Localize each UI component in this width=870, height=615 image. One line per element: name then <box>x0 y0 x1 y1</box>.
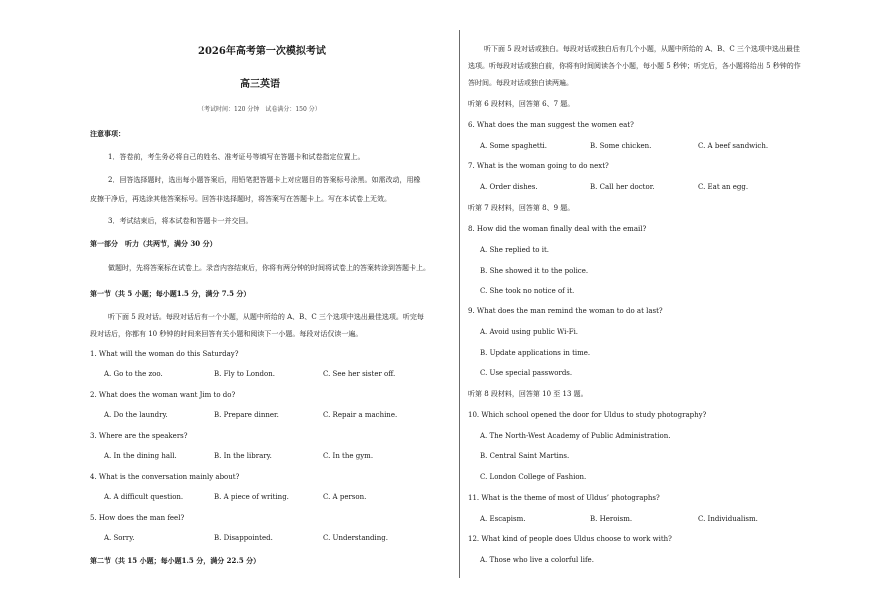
question-6: 6. What does the man suggest the women eat? <box>468 121 634 129</box>
note-2a: 2．回答选择题时，选出每小题答案后，用铅笔把答题卡上对应题目的答案标号涂黑。如需改动，用橡 <box>108 176 421 184</box>
option-4b: B. A piece of writing. <box>214 493 289 501</box>
option-7c: C. Eat an egg. <box>698 183 749 191</box>
section2-heading: 第二节（共 15 小题；每小题1.5 分，满分 22.5 分） <box>90 556 261 565</box>
option-12a: A. Those who live a colorful life. <box>480 556 594 564</box>
part1-intro: 做题时，先将答案标在试卷上。录音内容结束后，你将有两分钟的时间将试卷上的答案转涂到答题卡上。 <box>108 264 430 272</box>
option-10b: B. Central Saint Martins. <box>480 452 570 460</box>
option-6a: A. Some spaghetti. <box>480 142 547 150</box>
option-8c: C. She took no notice of it. <box>480 287 575 295</box>
question-3: 3. Where are the speakers? <box>90 432 188 440</box>
option-8b: B. She showed it to the police. <box>480 267 589 275</box>
option-4c: C. A person. <box>323 493 367 501</box>
section2-intro-a: 听下面 5 段对话或独白。每段对话或独白后有几个小题，从题中所给的 A、B、C 三个选项中选出最佳 <box>484 45 800 53</box>
option-8a: A. She replied to it. <box>480 246 550 254</box>
option-5b: B. Disappointed. <box>214 534 273 542</box>
column-divider <box>459 30 460 578</box>
option-5c: C. Understanding. <box>323 534 388 542</box>
exam-subtitle: 高三英语 <box>240 79 280 90</box>
option-9c: C. Use special passwords. <box>480 369 573 377</box>
material-6: 听第 6 段材料，回答第 6、7 题。 <box>468 100 575 108</box>
option-9a: A. Avoid using public Wi-Fi. <box>480 328 579 336</box>
option-4a: A. A difficult question. <box>104 493 184 501</box>
option-11a: A. Escapism. <box>480 515 526 523</box>
note-2b: 皮擦干净后，再选涂其他答案标号。回答非选择题时，将答案写在答题卡上。写在本试卷上无效。 <box>90 195 391 203</box>
option-2a: A. Do the laundry. <box>104 411 168 419</box>
material-8: 听第 8 段材料，回答第 10 至 13 题。 <box>468 390 588 398</box>
option-6b: B. Some chicken. <box>590 142 652 150</box>
question-7: 7. What is the woman going to do next? <box>468 162 609 170</box>
note-3: 3．考试结束后，将本试卷和答题卡一并交回。 <box>108 217 253 225</box>
question-2: 2. What does the woman want Jim to do? <box>90 391 236 399</box>
section2-intro-c: 答时间。每段对话或独白读两遍。 <box>468 79 573 87</box>
option-5a: A. Sorry. <box>104 534 135 542</box>
option-2c: C. Repair a machine. <box>323 411 398 419</box>
section1-heading: 第一节（共 5 小题；每小题1.5 分，满分 7.5 分） <box>90 289 251 298</box>
note-1: 1．答卷前，考生务必将自己的姓名、准考证号等填写在答题卡和试卷指定位置上。 <box>108 153 365 161</box>
option-1c: C. See her sister off. <box>323 370 396 378</box>
section2-intro-b: 选项。听每段对话或独白前，你将有时间阅读各个小题，每小题 5 秒钟；听完后，各小题将给出 5 秒钟的作 <box>468 62 801 70</box>
option-1a: A. Go to the zoo. <box>104 370 163 378</box>
option-3b: B. In the library. <box>214 452 272 460</box>
question-10: 10. Which school opened the door for Uldus to study photography? <box>468 411 707 419</box>
question-9: 9. What does the man remind the woman to do at last? <box>468 307 663 315</box>
exam-meta: （考试时间：120 分钟 试卷满分：150 分） <box>198 106 321 113</box>
option-7a: A. Order dishes. <box>480 183 538 191</box>
option-11b: B. Heroism. <box>590 515 633 523</box>
option-10c: C. London College of Fashion. <box>480 473 587 481</box>
option-11c: C. Individualism. <box>698 515 758 523</box>
part1-heading: 第一部分 听力（共两节，满分 30 分） <box>90 239 217 248</box>
option-3c: C. In the gym. <box>323 452 374 460</box>
question-12: 12. What kind of people does Uldus choose to work with? <box>468 535 672 543</box>
question-4: 4. What is the conversation mainly about? <box>90 473 240 481</box>
option-7b: B. Call her doctor. <box>590 183 655 191</box>
option-6c: C. A beef sandwich. <box>698 142 769 150</box>
question-8: 8. How did the woman finally deal with the email? <box>468 225 647 233</box>
material-7: 听第 7 段材料，回答第 8、9 题。 <box>468 204 575 212</box>
option-2b: B. Prepare dinner. <box>214 411 279 419</box>
option-1b: B. Fly to London. <box>214 370 275 378</box>
notes-heading: 注意事项： <box>90 129 125 138</box>
option-9b: B. Update applications in time. <box>480 349 591 357</box>
question-11: 11. What is the theme of most of Uldus’ photographs? <box>468 494 660 502</box>
section1-intro-a: 听下面 5 段对话。每段对话后有一个小题，从题中所给的 A、B、C 三个选项中选出最佳选项。听完每 <box>108 313 424 321</box>
option-10a: A. The North-West Academy of Public Administration. <box>480 432 671 440</box>
option-3a: A. In the dining hall. <box>104 452 177 460</box>
exam-title: 2026年高考第一次模拟考试 <box>198 46 326 57</box>
question-1: 1. What will the woman do this Saturday? <box>90 350 239 358</box>
section1-intro-b: 段对话后，你都有 10 秒钟的时间来回答有关小题和阅读下一小题。每段对话仅读一遍。 <box>90 330 363 338</box>
question-5: 5. How does the man feel? <box>90 514 185 522</box>
